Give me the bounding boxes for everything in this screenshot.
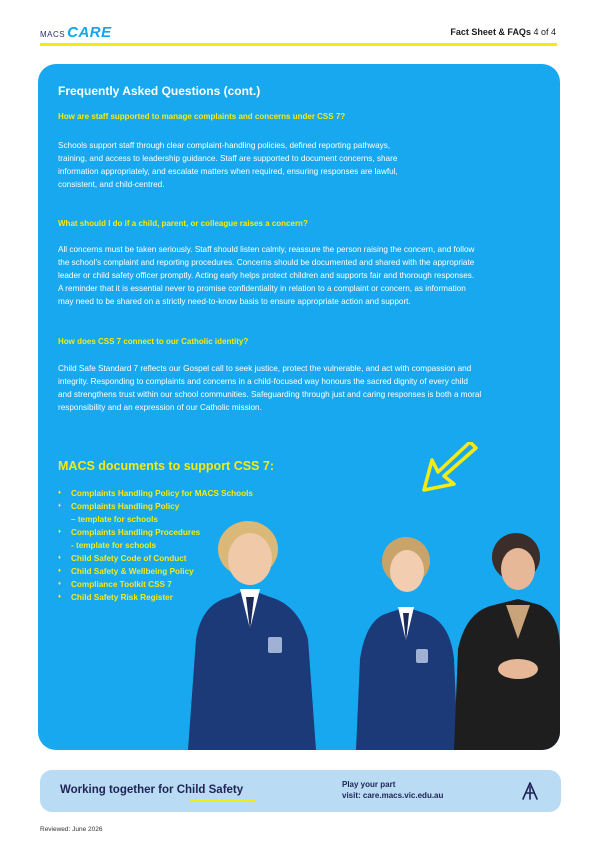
logo-care-text: CARE bbox=[67, 24, 112, 41]
road-arrow-icon bbox=[520, 781, 540, 801]
document-label: – template for schools bbox=[71, 515, 158, 524]
answer-line: integrity. Responding to complaints and concerns in a child-focused way honours the sacred dignity of every child bbox=[58, 377, 468, 386]
doc-label: Fact Sheet & FAQs bbox=[450, 27, 531, 37]
answer-line: leader or child safety officer promptly. Acting early helps protect children and supports fair and thorough responses. bbox=[58, 271, 475, 280]
page-indicator bbox=[450, 27, 556, 37]
document-label: Child Safety Risk Register bbox=[71, 593, 173, 602]
faq-title: Frequently Asked Questions (cont.) bbox=[58, 84, 261, 98]
logo-macs-text: MACS bbox=[40, 30, 66, 39]
play-line: Play your part bbox=[342, 780, 396, 789]
document-label: Complaints Handling Policy for MACS Schools bbox=[71, 489, 253, 498]
reviewed-date: Reviewed: June 2026 bbox=[40, 826, 103, 833]
page-header bbox=[0, 0, 596, 48]
document-label: Complaints Handling Procedures bbox=[71, 528, 201, 537]
macs-care-logo bbox=[40, 24, 112, 41]
answer-line: A reminder that it is essential never to promise confidentiality in relation to a complaint or concern, as information bbox=[58, 284, 466, 293]
document-label: Child Safety Code of Conduct bbox=[71, 554, 187, 563]
tagline-underline bbox=[190, 799, 256, 802]
faq-answer-1 bbox=[58, 139, 398, 191]
diamond-bullet-icon: ♦ bbox=[58, 581, 62, 587]
diamond-bullet-icon: ♦ bbox=[58, 555, 62, 561]
answer-line: responsibility and an expression of our Catholic mission. bbox=[58, 403, 262, 412]
answer-line: Child Safe Standard 7 reflects our Gospel call to seek justice, protect the vulnerable, and act with compassion and bbox=[58, 364, 472, 373]
diamond-bullet-icon: ♦ bbox=[58, 529, 62, 535]
documents-title: MACS documents to support CSS 7: bbox=[58, 459, 274, 473]
faq-question-3: How does CSS 7 connect to our Catholic identity? bbox=[58, 337, 249, 346]
diamond-bullet-icon: ♦ bbox=[58, 490, 62, 496]
faq-answer-2 bbox=[58, 243, 474, 308]
answer-line: information appropriately, and escalate matters when required, ensuring responses are lawful, bbox=[58, 167, 398, 176]
answer-line: Schools support staff through clear complaint-handling policies, defined reporting pathways, bbox=[58, 141, 391, 150]
diamond-bullet-icon: ♦ bbox=[58, 568, 62, 574]
footer-banner bbox=[40, 770, 561, 812]
document-label: Compliance Toolkit CSS 7 bbox=[71, 580, 172, 589]
document-link[interactable] bbox=[58, 487, 253, 500]
diamond-bullet-icon: ♦ bbox=[58, 503, 62, 509]
header-divider bbox=[40, 43, 557, 46]
answer-line: All concerns must be taken seriously. Staff should listen calmly, reassure the person raising the concern, and follow bbox=[58, 245, 475, 254]
answer-line: consistent, and child-centred. bbox=[58, 180, 165, 189]
answer-line: the school’s complaint and reporting procedures. Concerns should be documented and shared with the appropriate bbox=[58, 258, 475, 267]
faq-panel bbox=[38, 64, 560, 750]
document-label: Complaints Handling Policy bbox=[71, 502, 180, 511]
faq-question-2: What should I do if a child, parent, or colleague raises a concern? bbox=[58, 219, 308, 228]
faq-question-1: How are staff supported to manage complaints and concerns under CSS 7? bbox=[58, 112, 346, 121]
website-link[interactable]: visit: care.macs.vic.edu.au bbox=[342, 791, 444, 800]
diamond-bullet-icon: ♦ bbox=[58, 594, 62, 600]
footer-tagline: Working together for Child Safety bbox=[60, 784, 244, 796]
students-and-teacher-photo bbox=[188, 519, 560, 750]
faq-answer-3 bbox=[58, 362, 481, 414]
bullet-spacer bbox=[58, 513, 71, 526]
bullet-spacer bbox=[58, 539, 71, 552]
document-label: - template for schools bbox=[71, 541, 157, 550]
answer-line: and strengthens trust within our school communities. Safeguarding through just and caring responses is both a moral bbox=[58, 390, 482, 399]
document-link[interactable] bbox=[58, 500, 253, 513]
answer-line: may need to be shared on a strictly need-to-know basis to ensure appropriate action and support. bbox=[58, 297, 411, 306]
page-info: 4 of 4 bbox=[533, 27, 556, 37]
answer-line: training, and access to leadership guidance. Staff are supported to document concerns, share bbox=[58, 154, 398, 163]
document-label: Child Safety & Wellbeing Policy bbox=[71, 567, 194, 576]
footer-cta bbox=[342, 779, 443, 801]
pointing-arrow-icon bbox=[418, 442, 482, 498]
